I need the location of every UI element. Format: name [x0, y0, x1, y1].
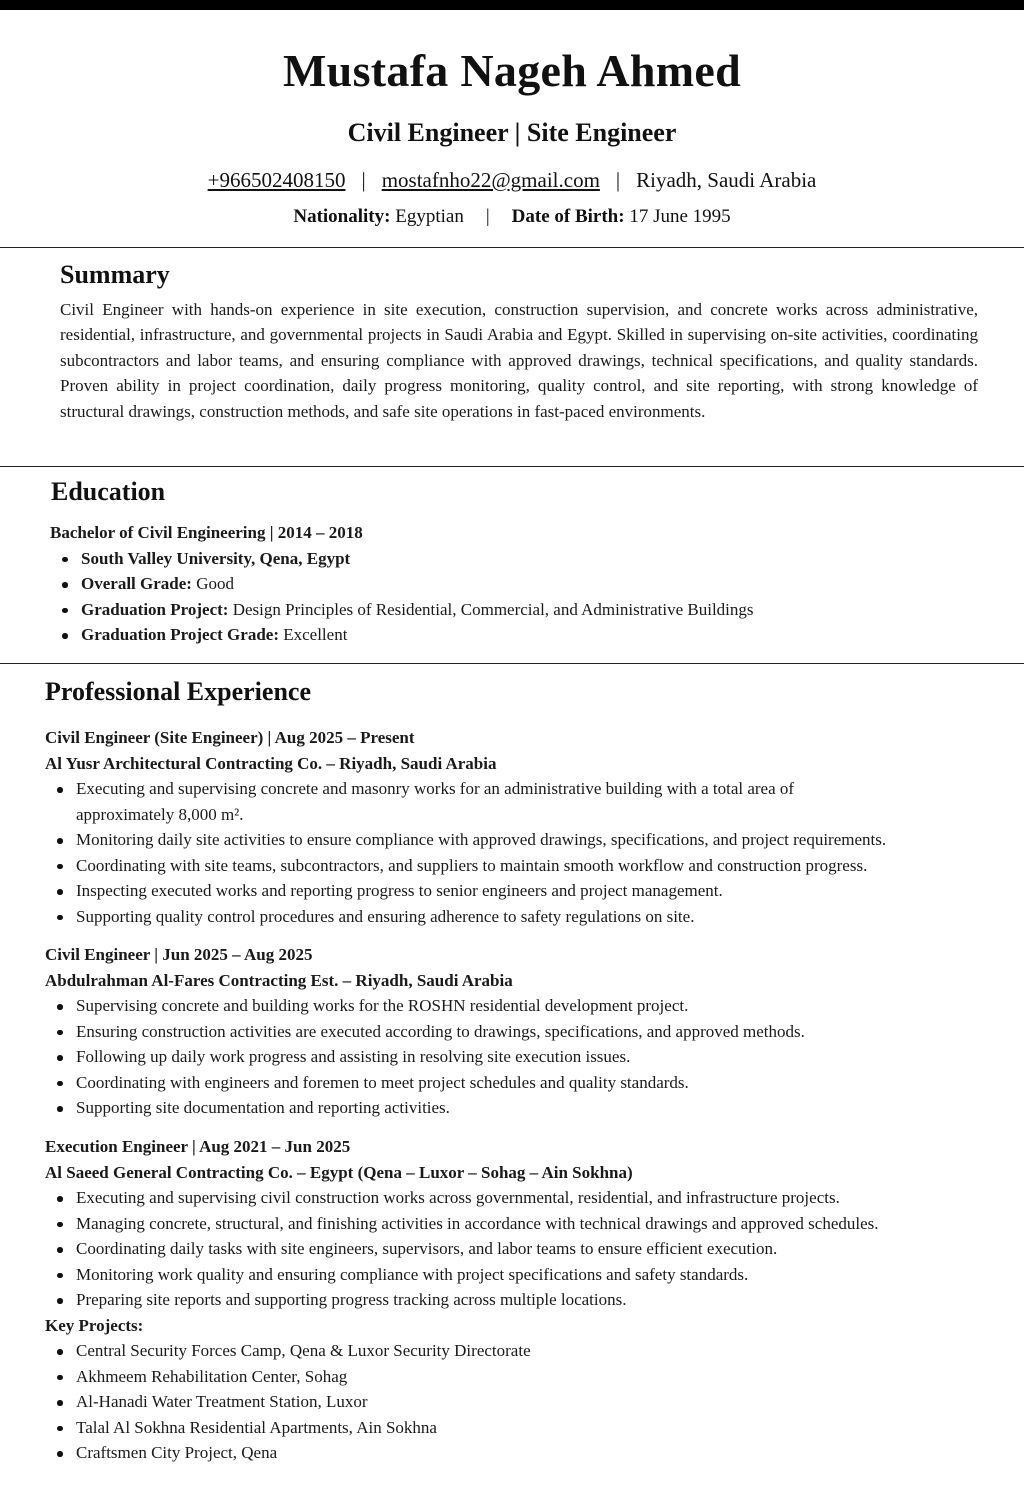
section-divider — [0, 466, 1024, 467]
list-item — [50, 546, 990, 572]
contact-separator: | — [615, 168, 621, 192]
job-entry — [45, 942, 985, 1121]
details-separator: | — [485, 206, 490, 227]
job-entry — [45, 725, 985, 929]
responsibility-list — [45, 993, 985, 1121]
job-title-line: Civil Engineer | Jun 2025 – Aug 2025 — [45, 945, 313, 964]
list-item: Executing and supervising concrete and masonry works for an administrative building with a total area of approximately 8,000 m². — [45, 776, 866, 827]
responsibility-list — [45, 1185, 985, 1313]
personal-details — [0, 206, 1024, 228]
grade-label: Overall Grade: — [81, 574, 192, 593]
education-section — [50, 520, 990, 648]
key-projects-label: Key Projects: — [45, 1315, 144, 1335]
list-item: Managing concrete, structural, and finishing activities in accordance with technical drawings and approved schedules. — [45, 1211, 985, 1237]
email-link[interactable]: mostafnho22@gmail.com — [381, 168, 600, 192]
list-item — [50, 597, 990, 623]
contact-separator: | — [361, 168, 366, 192]
experience-heading: Professional Experience — [45, 677, 311, 706]
job-title: Civil Engineer | Site Engineer — [347, 118, 677, 147]
list-item: Akhmeem Rehabilitation Center, Sohag — [45, 1364, 985, 1390]
grade-value: Good — [191, 574, 234, 593]
project-value: Design Principles of Residential, Commercial, and Administrative Buildings — [228, 599, 754, 619]
education-heading: Education — [51, 477, 166, 506]
job-entry — [45, 1134, 985, 1466]
degree-line: Bachelor of Civil Engineering | 2014 – 2018 — [50, 523, 363, 542]
responsibility-list — [45, 776, 985, 929]
list-item: Central Security Forces Camp, Qena & Luxor Security Directorate — [45, 1338, 985, 1364]
dob-value: 17 June 1995 — [629, 206, 731, 227]
list-item: Coordinating with site teams, subcontractors, and suppliers to maintain smooth workflow and construction progress. — [45, 853, 985, 879]
list-item: Supervising concrete and building works for the ROSHN residential development project. — [45, 993, 985, 1019]
list-item — [50, 571, 990, 597]
key-projects-list — [45, 1338, 985, 1466]
education-list — [50, 546, 990, 648]
list-item: Monitoring daily site activities to ensure compliance with approved drawings, specifications, and project requirements. — [45, 827, 985, 853]
job-title-line: Execution Engineer | Aug 2021 – Jun 2025 — [45, 1137, 351, 1156]
company-line: Abdulrahman Al-Fares Contracting Est. – Riyadh, Saudi Arabia — [45, 970, 513, 990]
candidate-name: Mustafa Nageh Ahmed — [282, 45, 742, 96]
job-title-line: Civil Engineer (Site Engineer) | Aug 2025 – Present — [45, 728, 415, 747]
list-item — [50, 622, 990, 648]
project-label: Graduation Project: — [81, 599, 229, 619]
list-item: Preparing site reports and supporting progress tracking across multiple locations. — [45, 1287, 985, 1313]
summary-heading: Summary — [60, 260, 170, 289]
top-border-bar — [0, 0, 1024, 10]
contact-line — [0, 168, 1024, 193]
location-text: Riyadh, Saudi Arabia — [636, 168, 817, 192]
project-grade-value: Excellent — [278, 625, 348, 644]
company-line: Al Saeed General Contracting Co. – Egypt (Qena – Luxor – Sohag – Ain Sokhna) — [45, 1162, 633, 1182]
nationality-label: Nationality: — [293, 206, 391, 227]
list-item: Coordinating with engineers and foremen to meet project schedules and quality standards. — [45, 1070, 985, 1096]
section-divider — [0, 663, 1024, 664]
list-item: Al-Hanadi Water Treatment Station, Luxor — [45, 1389, 985, 1415]
nationality-value: Egyptian — [395, 206, 464, 227]
list-item: Inspecting executed works and reporting progress to senior engineers and project management. — [45, 878, 985, 904]
dob-label: Date of Birth: — [511, 206, 625, 227]
list-item: Coordinating daily tasks with site engineers, supervisors, and labor teams to ensure efficient execution. — [45, 1236, 985, 1262]
list-item: Executing and supervising civil construction works across governmental, residential, and infrastructure projects. — [45, 1185, 985, 1211]
list-item: Monitoring work quality and ensuring compliance with project specifications and safety standards. — [45, 1262, 985, 1288]
company-line: Al Yusr Architectural Contracting Co. – Riyadh, Saudi Arabia — [45, 753, 497, 773]
university-name: South Valley University, Qena, Egypt — [81, 548, 351, 568]
phone-link[interactable]: +966502408150 — [207, 168, 346, 192]
project-grade-label: Graduation Project Grade: — [81, 625, 279, 644]
list-item: Talal Al Sokhna Residential Apartments, Ain Sokhna — [45, 1415, 985, 1441]
list-item: Ensuring construction activities are executed according to drawings, specifications, and approved methods. — [45, 1019, 985, 1045]
list-item: Supporting quality control procedures and ensuring adherence to safety regulations on site. — [45, 904, 985, 930]
list-item: Following up daily work progress and assisting in resolving site execution issues. — [45, 1044, 985, 1070]
summary-text: Civil Engineer with hands-on experience in site execution, construction supervision, and concrete works across administrative, residential, infrastructure, and governmental projects in Saudi Arabia and Egypt. Skilled in supervising on-site activities, coordinating subcontractors and labor teams, and ensuring compliance with approved drawings, technical specifications, and quality standards. Proven ability in project coordination, daily progress monitoring, quality control, and site reporting, with strong knowledge of structural drawings, construction methods, and safe site operations in fast-paced environments. — [60, 300, 978, 421]
section-divider — [0, 247, 1024, 248]
list-item: Supporting site documentation and reporting activities. — [45, 1095, 985, 1121]
list-item: Craftsmen City Project, Qena — [45, 1440, 985, 1466]
